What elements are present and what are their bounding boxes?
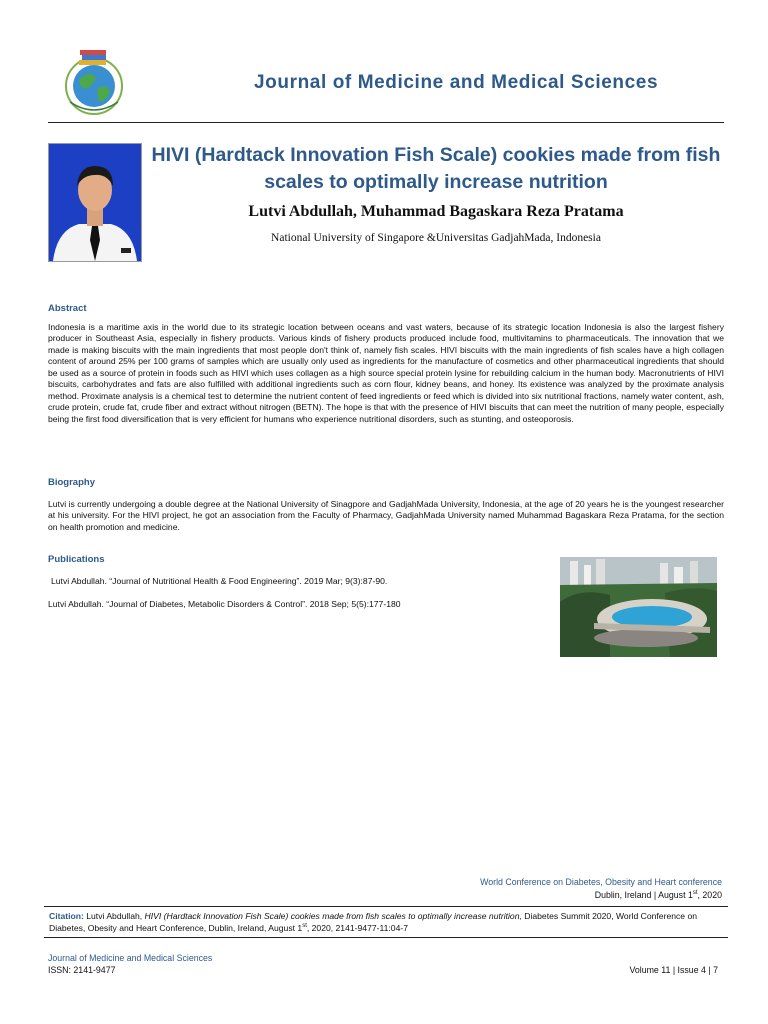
- footer-volume-issue-page: Volume 11 | Issue 4 | 7: [629, 965, 718, 975]
- paper-title: HIVI (Hardtack Innovation Fish Scale) cookies made from fish scales to optimally increase nutrition: [151, 144, 721, 193]
- header-divider: [48, 122, 724, 123]
- paper-authors: Lutvi Abdullah, Muhammad Bagaskara Reza Pratama: [248, 203, 624, 220]
- paper-affiliation: National University of Singapore &Universitas GadjahMada, Indonesia: [271, 232, 601, 244]
- journal-title: Journal of Medicine and Medical Sciences: [254, 72, 659, 93]
- footer-issn: ISSN: 2141-9477: [48, 965, 116, 975]
- biography-heading: Biography: [48, 477, 95, 488]
- footer-journal-name: Journal of Medicine and Medical Sciences: [48, 953, 213, 963]
- author-photo: [48, 143, 142, 262]
- publications-heading: Publications: [48, 554, 105, 565]
- conference-location: Dublin, Ireland | August 1st, 2020: [594, 890, 722, 900]
- conference-name: World Conference on Diabetes, Obesity and Heart conference: [480, 877, 722, 887]
- abstract-text: Indonesia is a maritime axis in the world due to its strategic location between oceans and vast waters, because of its strategic location Indonesia is also the largest fishery producer in Southeast Asia, especially in fishery products. Various kinds of fishery products produced include food, multivitamins to pharmaceuticals. The innovation that we made is making biscuits with the main ingredients that most people don't think of, namely fish scales. HIVI biscuits with the main ingredients of fish scales have a high collagen content of around 25% per 100 grams of samples which are usually only used as ingredients for the manufacture of cosmetics and other pharmaceutical ingredients that should be used as a source of protein in foods such as HIVI which uses collagen as a high source special protein lysine for rebuilding calcium in the human body. Macronutrients of HIVI biscuits, carbohydrates and fats are also fulfilled with additional ingredients such as corn flour, kidney beans, and honey. Its existence was analyzed by the proximate analysis method. Proximate analysis is a chemical test to determine the nutrient content of feed ingredients or feed which is divided into six nutritional fractions, namely water content, ash, crude protein, crude fat, crude fiber and extract without nitrogen (BETN). The hope is that with the presence of HIVI biscuits that can meet the nutrition of many people, especially being the first food diversification that is very efficient for humans who experience nutritional disorders, such as stunting, and osteoporosis.: [48, 322, 724, 424]
- publication-item: Lutvi Abdullah. “Journal of Diabetes, Metabolic Disorders & Control”. 2018 Sep; 5(5):177-180: [48, 599, 401, 609]
- citation-box: [44, 906, 728, 938]
- citation-text: Citation: Lutvi Abdullah, HIVI (Hardtack Innovation Fish Scale) cookies made from fish scales to optimally increase nutrition, Diabetes Summit 2020, World Conference on Diabetes, Obesity and Heart Conference, Dublin, Ireland, August 1st, 2020, 2141-9477-11:04-7: [49, 911, 698, 933]
- abstract-heading: Abstract: [48, 303, 87, 314]
- biography-text: Lutvi is currently undergoing a double degree at the National University of Sinagpore and GadjahMada University, Indonesia, at the age of 20 years he is the youngest researcher at his university. For the HIVI project, he got an association from the Faculty of Pharmacy, GadjahMada University named Muhammad Bagaskara Reza Pratama, for the section on health promotion and medicine.: [48, 499, 724, 532]
- university-building-photo: [560, 557, 717, 657]
- citation-label: Citation:: [49, 911, 84, 921]
- publication-item: Lutvi Abdullah. “Journal of Nutritional Health & Food Engineering”. 2019 Mar; 9(3):87-90.: [51, 576, 388, 586]
- journal-logo: [58, 44, 130, 116]
